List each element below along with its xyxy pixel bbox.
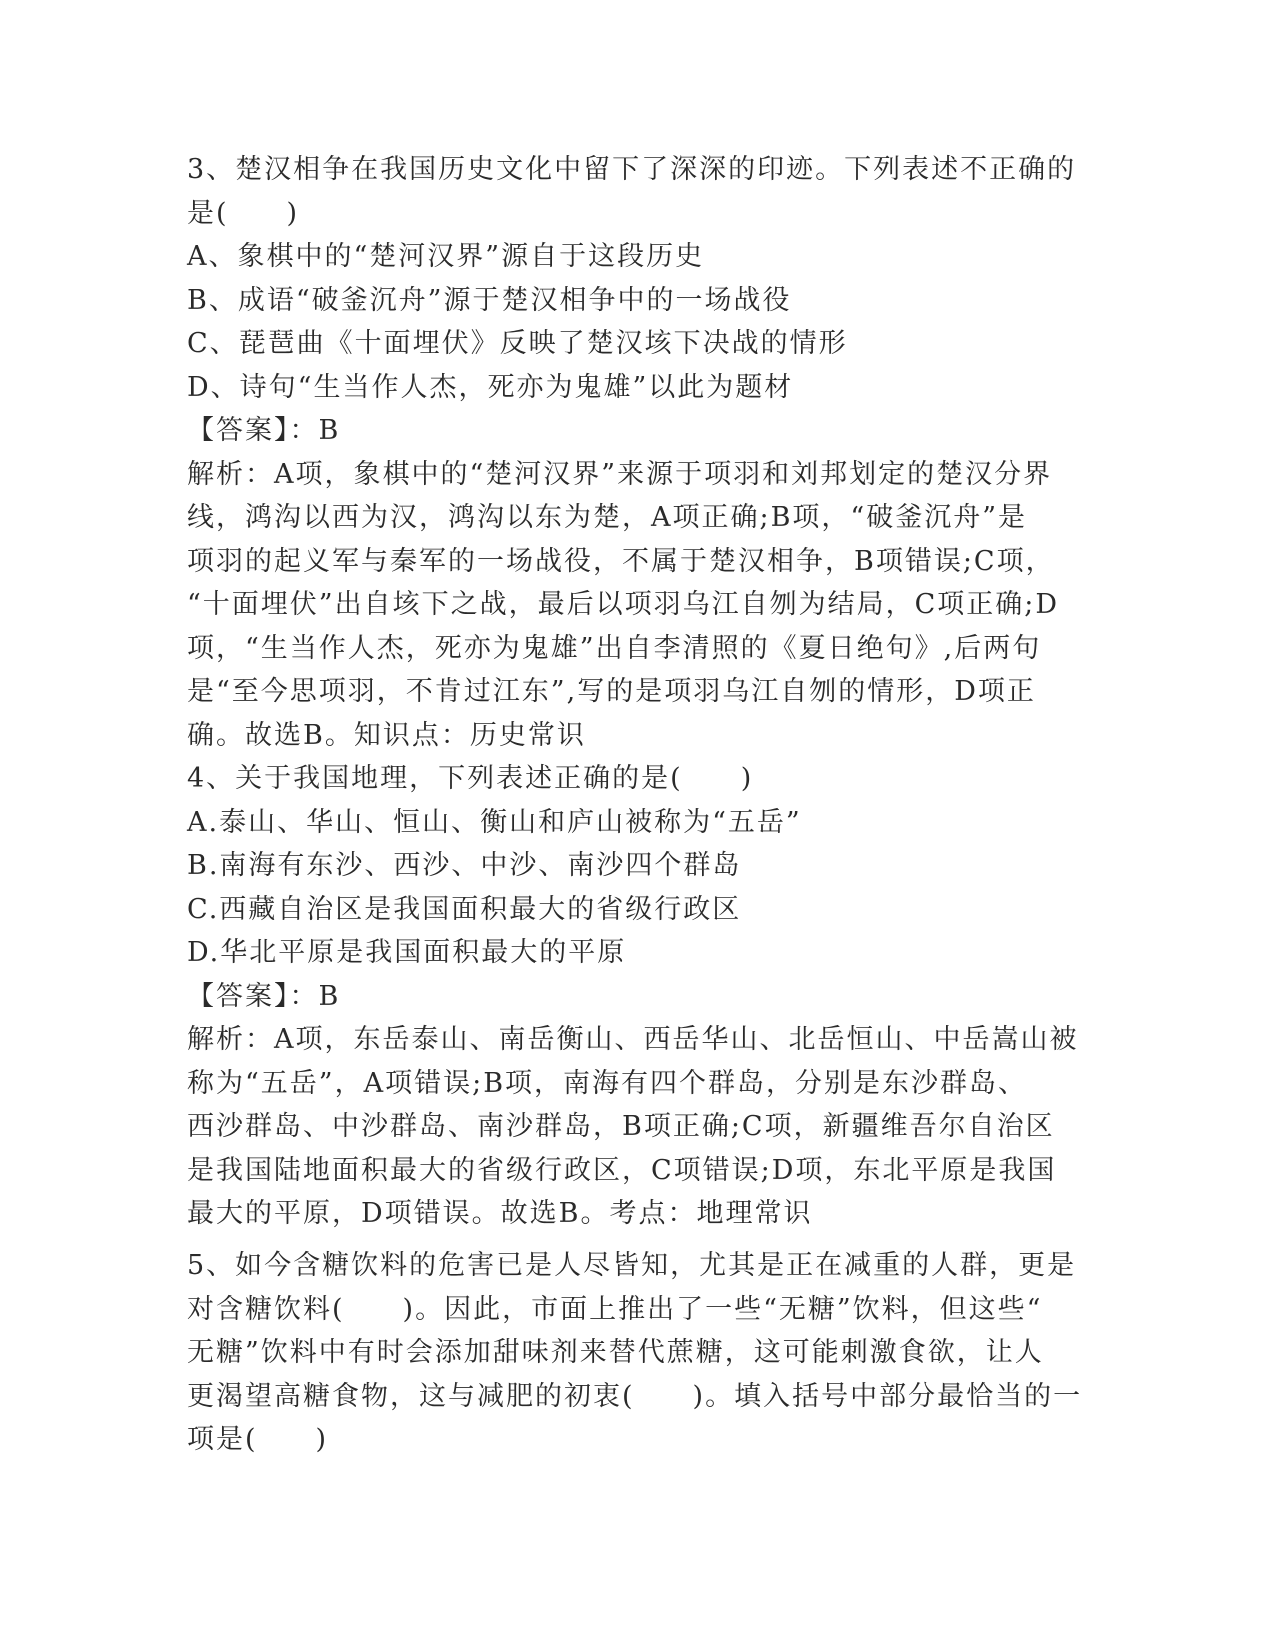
option-a: A.泰山、华山、恒山、衡山和庐山被称为“五岳”: [187, 806, 802, 838]
question-5: [187, 1244, 1087, 1462]
analysis-line: 解析：A项，东岳泰山、南岳衡山、西岳华山、北岳恒山、中岳嵩山被: [187, 1024, 1079, 1055]
question-stem-line: 4、关于我国地理，下列表述正确的是( ): [187, 763, 754, 794]
option-c: C、琵琶曲《十面埋伏》反映了楚汉垓下决战的情形: [187, 328, 848, 359]
analysis-line: 确。故选B。知识点：历史常识: [187, 719, 586, 751]
option-c: C.西藏自治区是我国面积最大的省级行政区: [187, 893, 742, 925]
analysis-line: 西沙群岛、中沙群岛、南沙群岛，B项正确;C项，新疆维吾尔自治区: [187, 1111, 1055, 1142]
question-3: [187, 148, 1087, 757]
question-stem-line: 是( ): [187, 197, 300, 229]
analysis-line: 最大的平原，D项错误。故选B。考点：地理常识: [187, 1198, 813, 1229]
question-stem-line: 3、楚汉相争在我国历史文化中留下了深深的印迹。下列表述不正确的: [187, 154, 1077, 185]
analysis-line: 是我国陆地面积最大的省级行政区，C项错误;D项，东北平原是我国: [187, 1154, 1057, 1186]
answer-line: 【答案】：B: [187, 415, 341, 446]
option-b: B.南海有东沙、西沙、中沙、南沙四个群岛: [187, 850, 742, 881]
answer-line: 【答案】：B: [187, 980, 341, 1012]
question-stem-line: 项是( ): [187, 1424, 329, 1455]
question-4: [187, 757, 1087, 1236]
analysis-line: 是“至今思项羽，不肯过江东”,写的是项羽乌江自刎的情形，D项正: [187, 676, 1036, 707]
option-a: A、象棋中的“楚河汉界”源自于这段历史: [187, 241, 705, 272]
option-b: B、成语“破釜沉舟”源于楚汉相争中的一场战役: [187, 284, 792, 316]
option-d: D、诗句“生当作人杰，死亦为鬼雄”以此为题材: [187, 371, 794, 403]
question-stem-line: 对含糖饮料( )。因此，市面上推出了一些“无糖”饮料，但这些“: [187, 1293, 1043, 1325]
analysis-line: “十面埋伏”出自垓下之战，最后以项羽乌江自刎为结局，C项正确;D: [187, 589, 1060, 620]
question-stem-line: 5、如今含糖饮料的危害已是人尽皆知，尤其是正在减重的人群，更是: [187, 1250, 1077, 1281]
analysis-line: 项羽的起义军与秦军的一场战役，不属于楚汉相争，B项错误;C项，: [187, 545, 1055, 577]
question-stem-line: 更渴望高糖食物，这与减肥的初衷( )。填入括号中部分最恰当的一: [187, 1380, 1083, 1412]
analysis-line: 解析：A项，象棋中的“楚河汉界”来源于项羽和刘邦划定的楚汉分界: [187, 458, 1053, 490]
analysis-line: 项，“生当作人杰，死亦为鬼雄”出自李清照的《夏日绝句》,后两句: [187, 632, 1042, 664]
analysis-line: 线，鸿沟以西为汉，鸿沟以东为楚，A项正确;B项，“破釜沉舟”是: [187, 502, 1028, 533]
question-stem-line: 无糖”饮料中有时会添加甜味剂来替代蔗糖，这可能刺激食欲，让人: [187, 1337, 1044, 1368]
analysis-line: 称为“五岳”，A项错误;B项，南海有四个群岛，分别是东沙群岛、: [187, 1067, 1028, 1099]
option-d: D.华北平原是我国面积最大的平原: [187, 937, 627, 968]
